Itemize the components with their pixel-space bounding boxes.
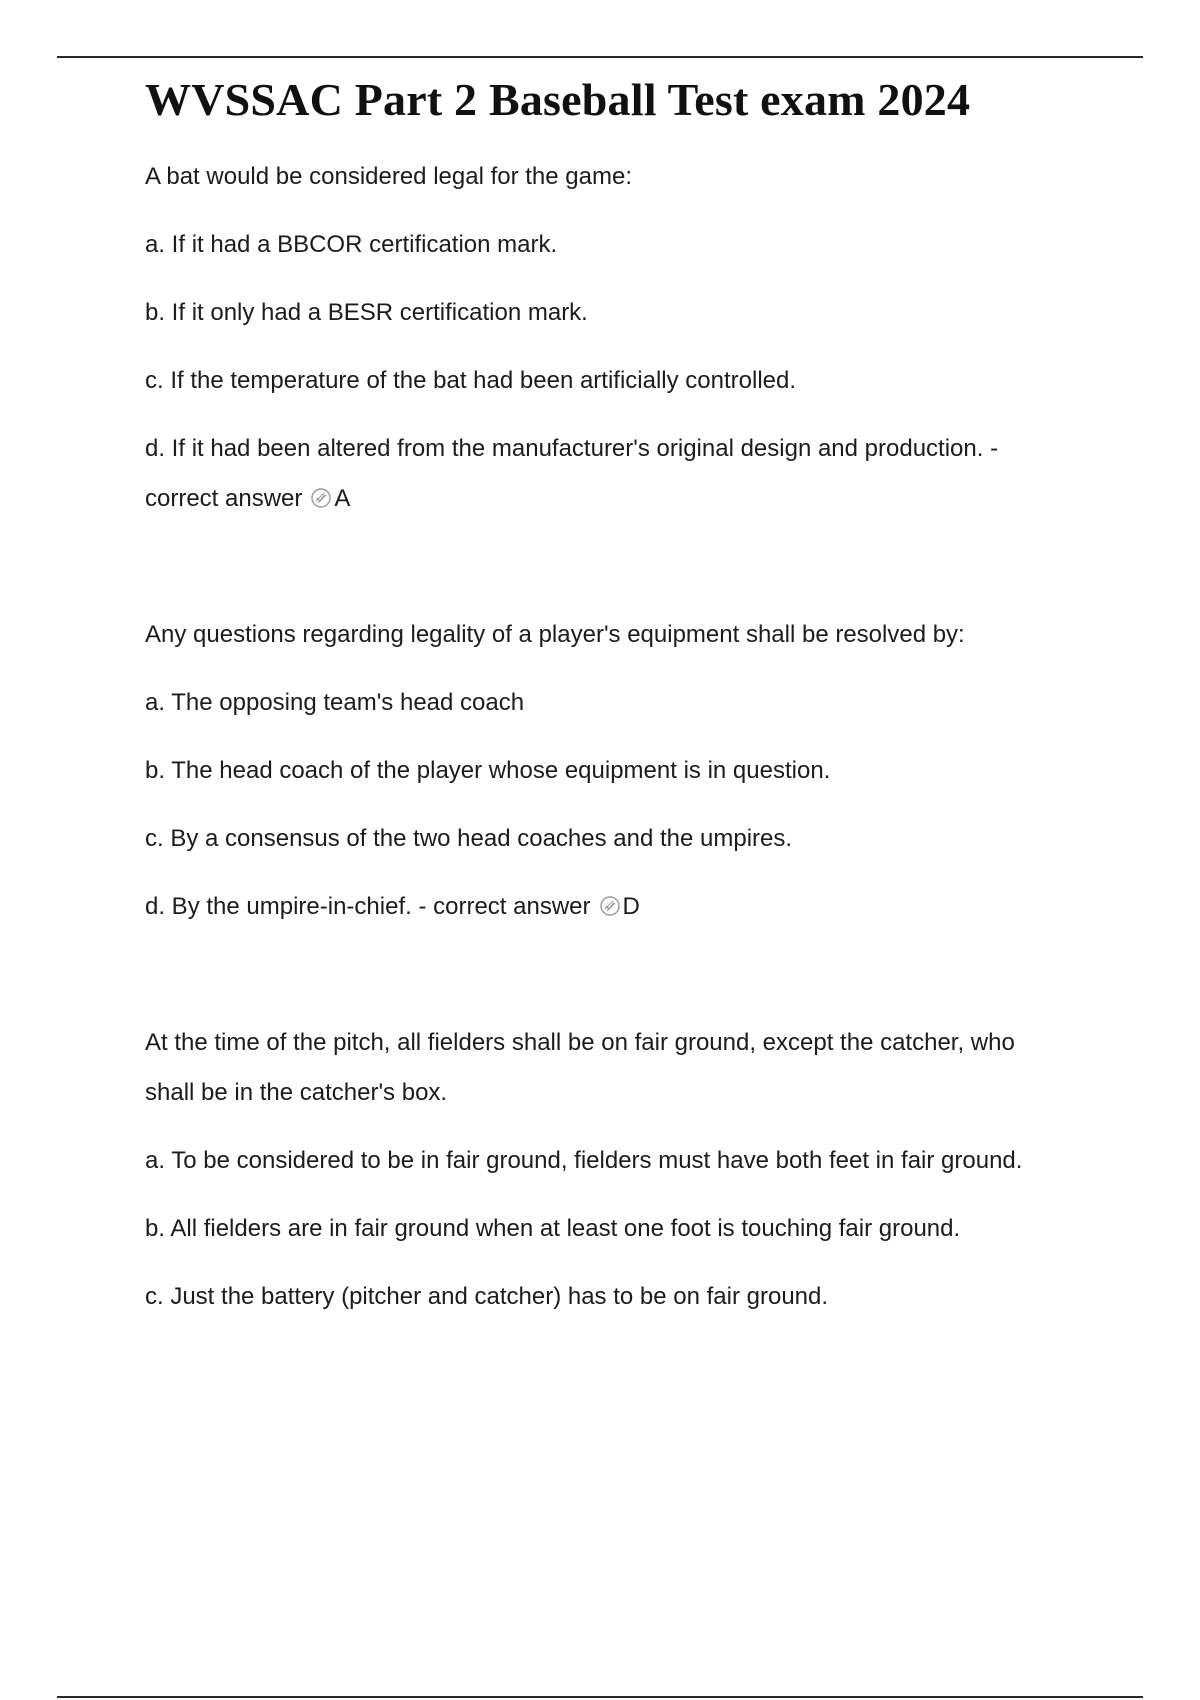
- document-title: WVSSAC Part 2 Baseball Test exam 2024: [145, 74, 971, 125]
- option-c: c. If the temperature of the bat had been artificially controlled.: [145, 367, 797, 394]
- option-c: c. Just the battery (pitcher and catcher) has to be on fair ground.: [145, 1283, 829, 1310]
- answer-letter: A: [334, 485, 351, 512]
- option-a: a. If it had a BBCOR certification mark.: [145, 231, 558, 258]
- option-d-with-answer: [145, 882, 1095, 932]
- option-b: b. If it only had a BESR certification mark.: [145, 299, 588, 326]
- check-badge-icon: [310, 487, 332, 509]
- option-b: b. All fielders are in fair ground when at least one foot is touching fair ground.: [145, 1215, 961, 1242]
- question-stem: A bat would be considered legal for the game:: [145, 163, 632, 190]
- header-rule: [57, 56, 1143, 58]
- question-stem: Any questions regarding legality of a player's equipment shall be resolved by:: [145, 621, 965, 648]
- check-badge-icon: [599, 895, 621, 917]
- question-stem: At the time of the pitch, all fielders shall be on fair ground, except the catcher, who shall be in the catcher's box.: [145, 1029, 1015, 1106]
- footer-rule: [57, 1696, 1143, 1698]
- document-body: [145, 70, 1095, 1340]
- option-a: a. The opposing team's head coach: [145, 689, 525, 716]
- option-b: b. The head coach of the player whose equipment is in question.: [145, 757, 831, 784]
- spacer: [145, 542, 1095, 610]
- question-block: [145, 610, 1095, 932]
- option-c: c. By a consensus of the two head coaches and the umpires.: [145, 825, 793, 852]
- question-block: [145, 152, 1095, 524]
- option-d: d. By the umpire-in-chief. - correct answer: [145, 893, 591, 920]
- option-d-with-answer: [145, 424, 1025, 524]
- option-d: d. If it had been altered from the manufacturer's original design and production. - correct answer: [145, 435, 999, 512]
- spacer: [145, 950, 1095, 1018]
- answer-letter: D: [622, 893, 640, 920]
- option-a: a. To be considered to be in fair ground, fielders must have both feet in fair ground.: [145, 1147, 1023, 1174]
- question-block: [145, 1018, 1095, 1322]
